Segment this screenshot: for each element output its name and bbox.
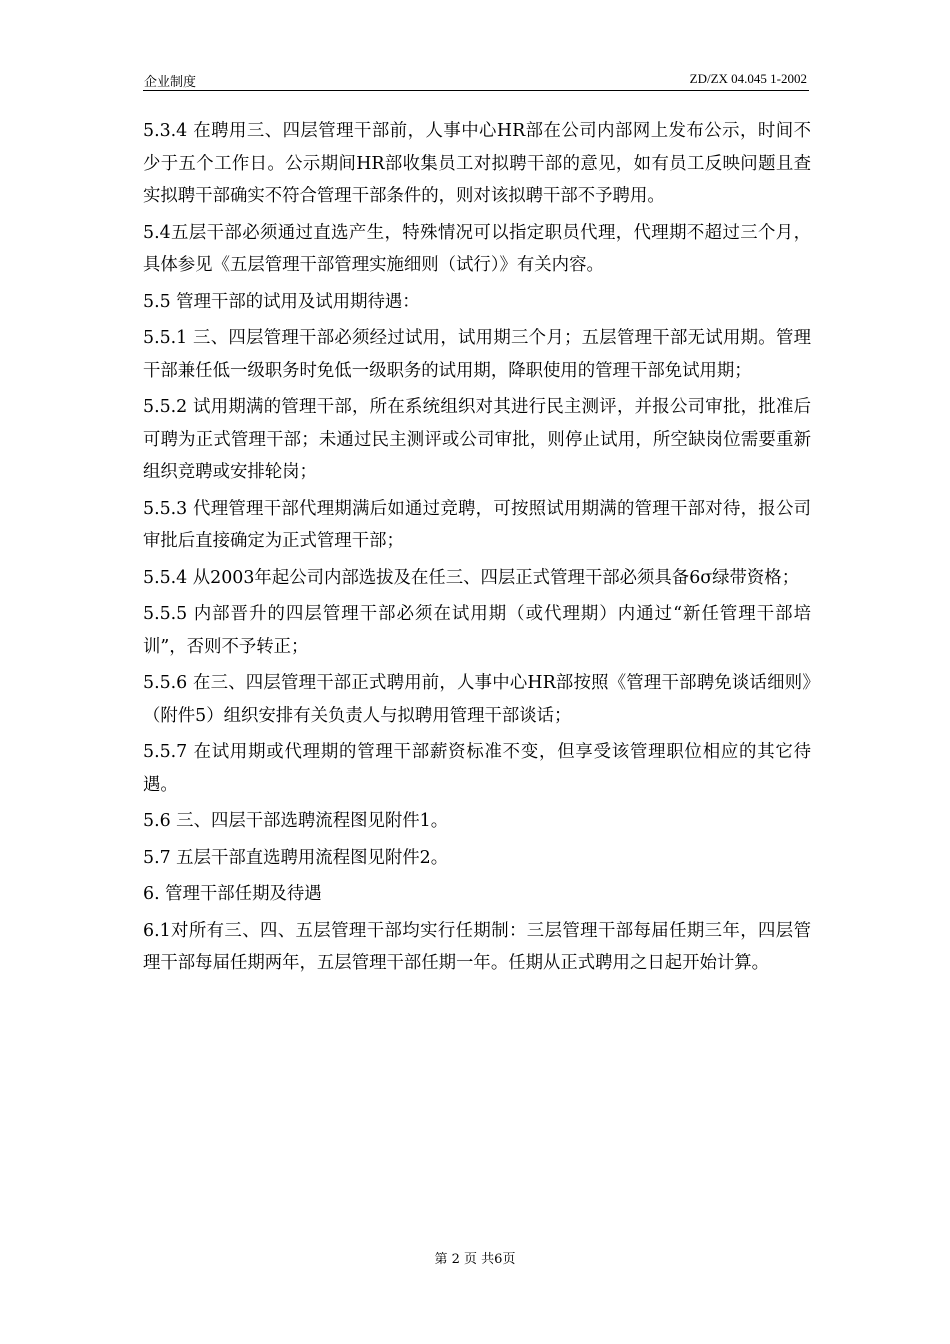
paragraph: 5.3.4 在聘用三、四层管理干部前，人事中心HR部在公司内部网上发布公示，时间不少于五个工作日。公示期间HR部收集员工对拟聘干部的意见，如有员工反映问题且查实拟聘干部确实不符合管理干部条件的，则对该拟聘干部不予聘用。	[143, 121, 811, 206]
section-heading: 6. 管理干部任期及待遇	[143, 884, 322, 904]
paragraph: 5.5.3 代理管理干部代理期满后如通过竞聘，可按照试用期满的管理干部对待，报公司审批后直接确定为正式管理干部；	[143, 498, 811, 551]
paragraph: 5.5.7 在试用期或代理期的管理干部薪资标准不变，但享受该管理职位相应的其它待遇。	[143, 742, 811, 795]
header-doc-code: ZD/ZX 04.045 1-2002	[689, 71, 807, 86]
paragraph: 6.1对所有三、四、五层管理干部均实行任期制：三层管理干部每届任期三年，四层管理干部每届任期两年，五层管理干部任期一年。任期从正式聘用之日起开始计算。	[143, 920, 811, 973]
paragraph: 5.5.1 三、四层管理干部必须经过试用，试用期三个月；五层管理干部无试用期。管理干部兼任低一级职务时免低一级职务的试用期，降职使用的管理干部免试用期；	[143, 328, 811, 381]
page-footer	[0, 1248, 950, 1267]
page-number: 第 2 页 共6页	[434, 1252, 516, 1267]
header-doc-type: 企业制度	[144, 75, 197, 90]
paragraph: 5.5.6 在三、四层管理干部正式聘用前，人事中心HR部按照《管理干部聘免谈话细则》（附件5）组织安排有关负责人与拟聘用管理干部谈话；	[143, 673, 811, 726]
paragraph: 5.5.5 内部晋升的四层管理干部必须在试用期（或代理期）内通过“新任管理干部培训”，否则不予转正；	[143, 604, 811, 657]
paragraph: 5.5.4 从2003年起公司内部选拔及在任三、四层正式管理干部必须具备6σ绿带资格；	[143, 567, 800, 588]
paragraph: 5.6 三、四层干部选聘流程图见附件1。	[143, 811, 449, 831]
paragraph: 5.7 五层干部直选聘用流程图见附件2。	[143, 847, 449, 868]
paragraph: 5.4五层干部必须通过直选产生，特殊情况可以指定职员代理，代理期不超过三个月，具体参见《五层管理干部管理实施细则（试行）》有关内容。	[143, 222, 811, 275]
page-header	[143, 70, 809, 91]
paragraph: 5.5 管理干部的试用及试用期待遇：	[143, 291, 420, 312]
paragraph: 5.5.2 试用期满的管理干部，所在系统组织对其进行民主测评，并报公司审批，批准后可聘为正式管理干部；未通过民主测评或公司审批，则停止试用，所空缺岗位需要重新组织竞聘或安排轮岗；	[143, 397, 811, 482]
document-body	[143, 115, 811, 984]
